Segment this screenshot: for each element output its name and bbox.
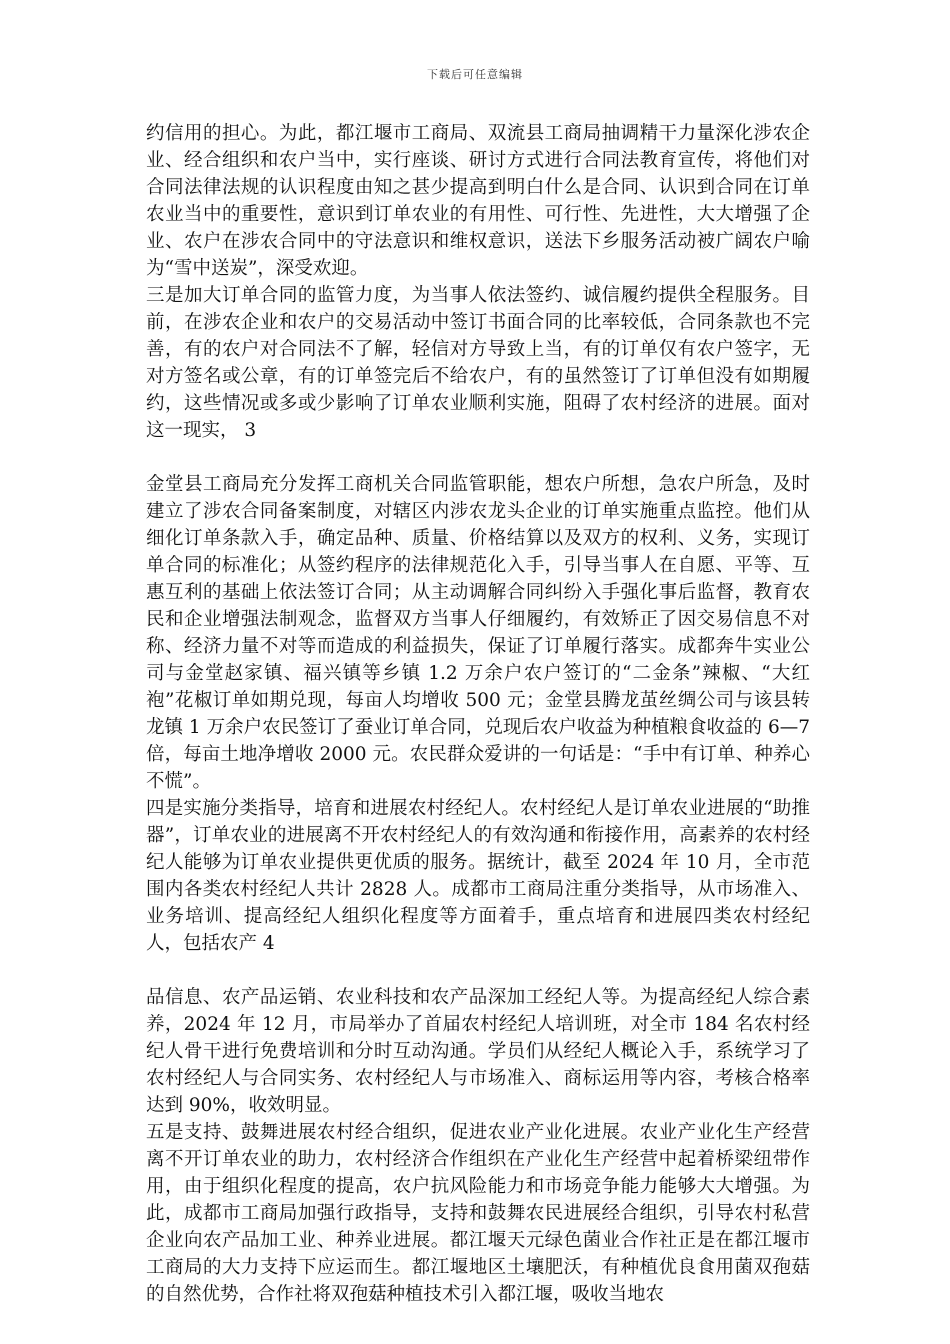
page-header: 下载后可任意编辑 [427, 68, 523, 81]
document-body [146, 120, 810, 1308]
paragraph-contract-education: 约信用的担心。为此，都江堰市工商局、双流县工商局抽调精干力量深化涉农企业、经合组织和农户当中，实行座谈、研讨方式进行合同法教育宣传，将他们对合同法律法规的认识程度由知之甚少提高到明白什么是合同、认识到合同在订单农业当中的重要性，意识到订单农业的有用性、可行性、先进性，大大增强了企业、农户在涉农合同中的守法意识和维权意识，送法下乡服务活动被广阔农户喻为“雪中送炭”，深受欢迎。 [146, 123, 810, 279]
paragraph-contract-supervision: 三是加大订单合同的监管力度，为当事人依法签约、诚信履约提供全程服务。目前，在涉农企业和农户的交易活动中签订书面合同的比率较低，合同条款也不完善，有的农户对合同法不了解，轻信对方导致上当，有的订单仅有农户签字，无对方签名或公章，有的订单签完后不给农户，有的虽然签订了订单但没有如期履约，这些情况或多或少影响了订单农业顺利实施，阻碍了农村经济的进展。面对这一现实， 3 [146, 285, 810, 441]
paragraph-jintang-filing: 金堂县工商局充分发挥工商机关合同监管职能，想农户所想，急农户所急，及时建立了涉农合同备案制度，对辖区内涉农龙头企业的订单实施重点监控。他们从细化订单条款入手，确定品种、质量、价格结算以及双方的权利、义务，实现订单合同的标准化；从签约程序的法律规范化入手，引导当事人在自愿、平等、互惠互利的基础上依法签订合同；从主动调解合同纠纷入手强化事后监督，教育农民和企业增强法制观念，监督双方当事人仔细履约，有效矫正了因交易信息不对称、经济力量不对等而造成的利益损失，保证了订单履行落实。成都奔牛实业公司与金堂赵家镇、福兴镇等乡镇 1.2 万余户农户签订的“二金条”辣椒、“大红袍”花椒订单如期兑现，每亩人均增收 500 元；金堂县腾龙茧丝绸公司与该县转龙镇 1 万余户农民签订了蚕业订单合同，兑现后农户收益为种植粮食收益的 6—7 倍，每亩土地净增收 2000 元。农民群众爱讲的一句话是：“手中有订单、种养心不慌”。 [146, 474, 810, 792]
page-break-gap [146, 444, 810, 471]
paragraph-broker-training: 品信息、农产品运销、农业科技和农产品深加工经纪人等。为提高经纪人综合素养，2024 年 12 月，市局举办了首届农村经纪人培训班，对全市 184 名农村经纪人骨干进行免费培训和分时互动沟通。学员们从经纪人概论入手，系统学习了农村经纪人与合同实务、农村经纪人与市场准入、商标运用等内容，考核合格率达到 90%，收效明显。 [146, 987, 810, 1116]
paragraph-rural-brokers: 四是实施分类指导，培育和进展农村经纪人。农村经纪人是订单农业进展的“助推器”，订单农业的进展离不开农村经纪人的有效沟通和衔接作用，高素养的农村经纪人能够为订单农业提供更优质的服务。据统计，截至 2024 年 10 月，全市范围内各类农村经纪人共计 2828 人。成都市工商局注重分类指导，从市场准入、业务培训、提高经纪人组织化程度等方面着手，重点培育和进展四类农村经纪人，包括农产 4 [146, 798, 810, 954]
page-break-gap [146, 957, 810, 984]
paragraph-cooperatives: 五是支持、鼓舞进展农村经合组织，促进农业产业化进展。农业产业化生产经营离不开订单农业的助力，农村经济合作组织在产业化生产经营中起着桥梁纽带作用，由于组织化程度的提高，农户抗风险能力和市场竞争能力能够大大增强。为此，成都市工商局加强行政指导，支持和鼓舞农民进展经合组织，引导农村私营企业向农产品加工业、种养业进展。都江堰天元绿色菌业合作社正是在都江堰市工商局的大力支持下应运而生。都江堰地区土壤肥沃，有种植优良食用菌双孢菇的自然优势，合作社将双孢菇种植技术引入都江堰，吸收当地农 [146, 1122, 810, 1305]
